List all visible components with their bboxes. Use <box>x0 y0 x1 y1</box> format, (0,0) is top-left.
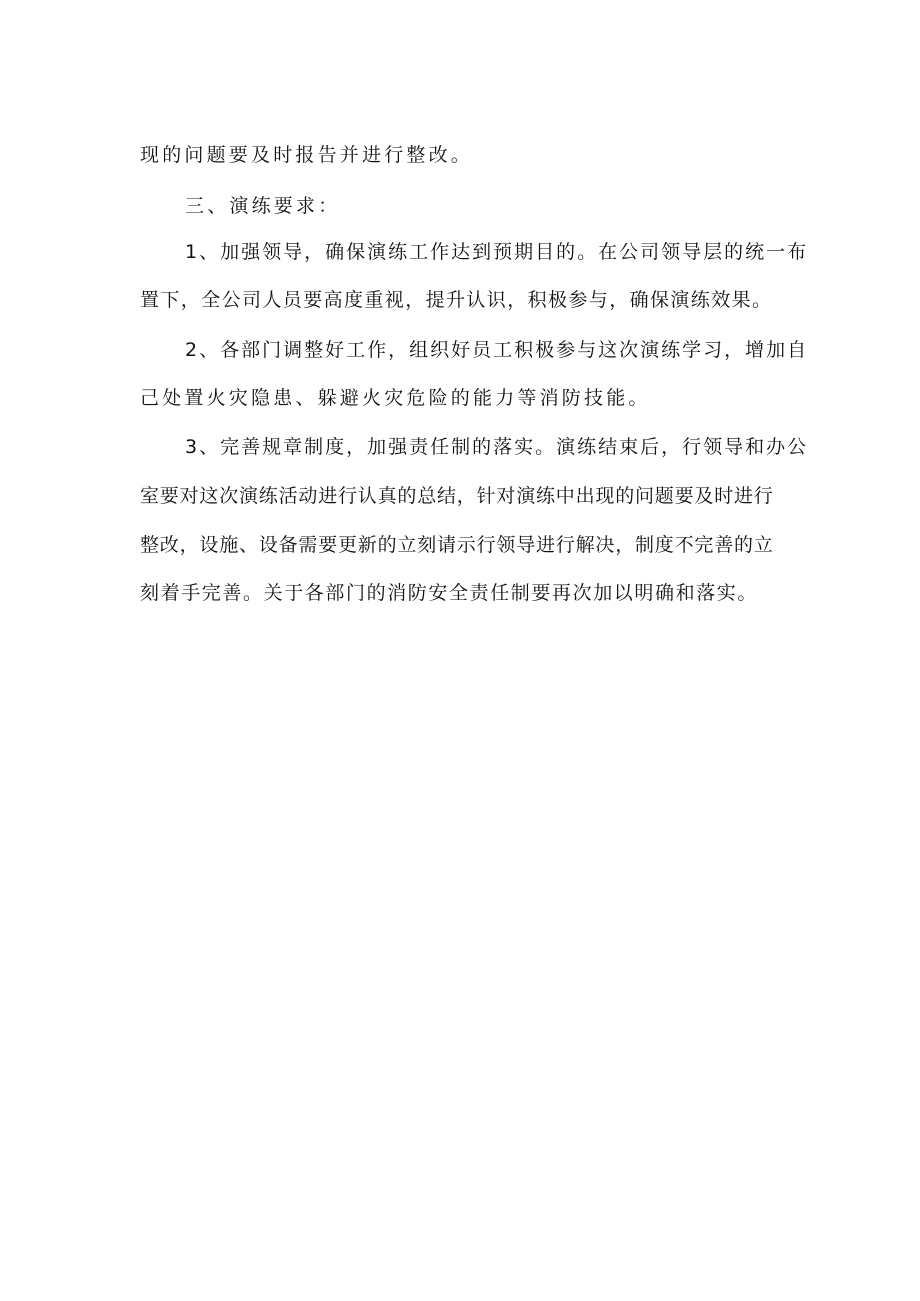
paragraph-line: 置下，全公司人员要高度重视，提升认识，积极参与，确保演练效果。 <box>140 289 773 311</box>
paragraph-line: 现的问题要及时报告并进行整改。 <box>140 144 474 166</box>
paragraph-line: 己处置火灾隐患、躲避火灾危险的能力等消防技能。 <box>140 387 651 409</box>
paragraph-line: 整改，设施、设备需要更新的立刻请示行领导进行解决，制度不完善的立 <box>140 534 774 556</box>
paragraph-line: 2、各部门调整好工作，组织好员工积极参与这次演练学习，增加自 <box>185 339 809 361</box>
paragraph-line: 1、加强领导，确保演练工作达到预期目的。在公司领导层的统一布 <box>185 241 809 263</box>
paragraph-line: 室要对这次演练活动进行认真的总结，针对演练中出现的问题要及时进行 <box>140 485 774 507</box>
paragraph-line: 刻着手完善。关于各部门的消防安全责任制要再次加以明确和落实。 <box>140 582 759 604</box>
section-heading: 三、演练要求： <box>185 195 341 217</box>
paragraph-line: 3、完善规章制度，加强责任制的落实。演练结束后，行领导和办公 <box>185 436 809 458</box>
